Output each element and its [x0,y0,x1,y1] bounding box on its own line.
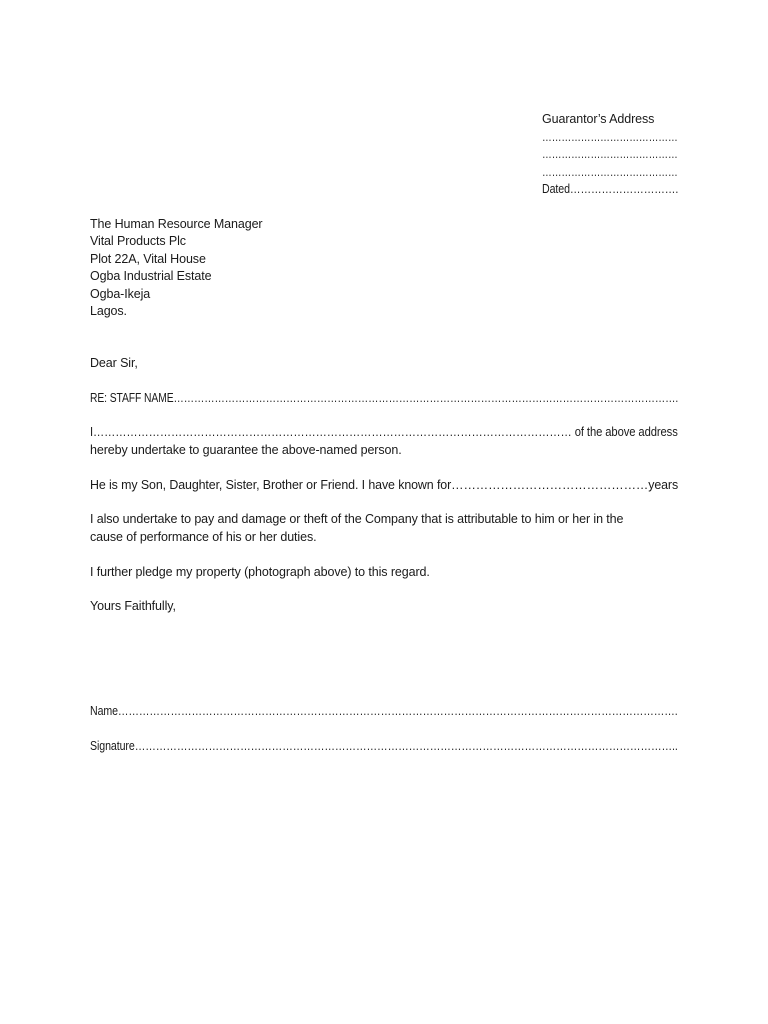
recipient-line-3: Plot 22A, Vital House [90,252,206,266]
paragraph-1-line-1: I………………………………………………………………………………………………………………… of the above address [90,425,678,439]
paragraph-3-line-1: I also undertake to pay and damage or theft of the Company that is attributable to him or her in the [90,512,624,526]
guarantor-address-line-2: …………………………………… [542,147,678,161]
recipient-line-6: Lagos. [90,304,127,318]
closing: Yours Faithfully, [90,599,176,613]
paragraph-3-line-2: cause of performance of his or her duties. [90,530,317,544]
guarantor-address-heading: Guarantor’s Address [542,112,655,126]
paragraph-4: I further pledge my property (photograph above) to this regard. [90,565,430,579]
paragraph-1-line-2: hereby undertake to guarantee the above-named person. [90,443,402,457]
guarantor-address-line-1: …………………………………… [542,130,678,144]
recipient-line-5: Ogba-Ikeja [90,287,151,301]
recipient-line-4: Ogba Industrial Estate [90,269,212,283]
recipient-line-2: Vital Products Plc [90,234,186,248]
name-line: Name……………………………………………………………………………………………………………………………………………. [90,704,678,718]
subject-line: RE: STAFF NAME…………………………………………………………………………………………………………………………………. [90,391,679,405]
salutation: Dear Sir, [90,356,138,370]
dated-line: Dated…………………………. [542,182,679,196]
paragraph-2: He is my Son, Daughter, Sister, Brother or Friend. I have known for…………………………………………years [90,478,679,492]
signature-line: Signature……………………………………………………………………………………………………………………………………….. [90,739,678,753]
recipient-line-1: The Human Resource Manager [90,217,263,231]
guarantor-address-line-3: …………………………………… [542,165,678,179]
